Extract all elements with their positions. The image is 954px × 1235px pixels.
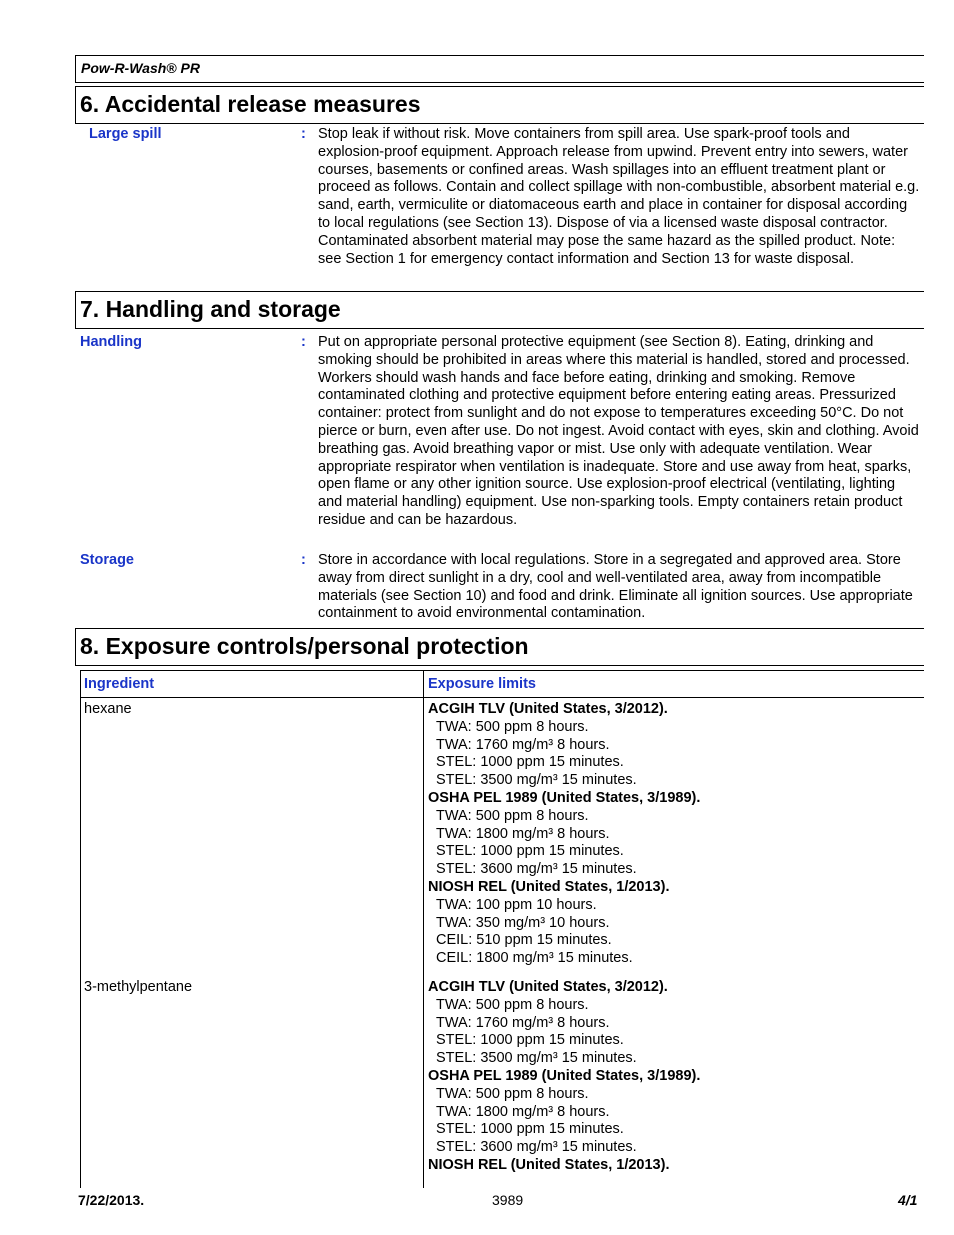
large-spill-text: Stop leak if without risk. Move containers from spill area. Use spark-proof tools and explosion-proof equipment. Approach release from upwind. Prevent entry into sewers, water courses, basements or confined areas. Wash spillages into an effluent treatment plant or proceed as follows. Contain and collect spillage with non-combustible, absorbent material e.g. sand, earth, vermiculite or diatomaceous earth and place in container for disposal according to local regulations (see Section 13). Dispose of via a licensed waste disposal contractor. Contaminated absorbent material may pose the same hazard as the spilled product. Note: see Section 1 for emergency contact information and Section 13 for waste disposal. xyxy=(318,126,920,267)
limit-value: TWA: 100 ppm 10 hours. xyxy=(436,896,597,913)
section-7-header xyxy=(75,291,924,329)
large-spill-label: Large spill xyxy=(89,126,162,142)
column-header-exposure-limits: Exposure limits xyxy=(428,676,536,692)
limit-value: TWA: 500 ppm 8 hours. xyxy=(436,807,589,824)
footer-page-number: 4/1 xyxy=(898,1192,918,1208)
limit-value: CEIL: 1800 mg/m³ 15 minutes. xyxy=(436,950,633,967)
storage-text: Store in accordance with local regulations. Store in a segregated and approved area. Store away from direct sunlight in a dry, cool and well-ventilated area, away from incompatible materials (see Section 10) and food and drink. Eliminate all ignition sources. Use appropriate containment to avoid environmental contamination. xyxy=(318,552,913,622)
limit-value: TWA: 500 ppm 8 hours. xyxy=(436,1085,589,1102)
limit-value: STEL: 3600 mg/m³ 15 minutes. xyxy=(436,861,637,878)
limit-value: TWA: 500 ppm 8 hours. xyxy=(436,996,589,1013)
limit-value: STEL: 3500 mg/m³ 15 minutes. xyxy=(436,772,637,789)
limit-value: STEL: 1000 ppm 15 minutes. xyxy=(436,754,624,771)
section-7-title: 7. Handling and storage xyxy=(80,296,341,322)
limit-source: OSHA PEL 1989 (United States, 3/1989). xyxy=(428,1067,701,1084)
section-8-title: 8. Exposure controls/personal protection xyxy=(80,633,529,659)
storage-colon: : xyxy=(301,552,306,568)
table-header-divider xyxy=(80,697,924,698)
handling-colon: : xyxy=(301,334,306,350)
limit-value: TWA: 1800 mg/m³ 8 hours. xyxy=(436,1103,610,1120)
limit-value: STEL: 3500 mg/m³ 15 minutes. xyxy=(436,1050,637,1067)
limit-value: STEL: 3600 mg/m³ 15 minutes. xyxy=(436,1139,637,1156)
limit-value: TWA: 350 mg/m³ 10 hours. xyxy=(436,914,610,931)
product-header xyxy=(75,55,924,83)
product-name: Pow-R-Wash® PR xyxy=(81,60,200,76)
exposure-limits-cell xyxy=(428,979,918,1175)
exposure-limits-cell xyxy=(428,701,918,968)
handling-label: Handling xyxy=(80,334,143,350)
large-spill-colon: : xyxy=(301,126,306,142)
footer-code: 3989 xyxy=(492,1192,524,1208)
table-column-divider xyxy=(423,670,424,1188)
limit-value: STEL: 1000 ppm 15 minutes. xyxy=(436,1032,624,1049)
handling-text: Put on appropriate personal protective equipment (see Section 8). Eating, drinking and smoking should be prohibited in areas where this material is handled, stored and processed. Workers should wash hands and face before eating, drinking and smoking. Remove contaminated clothing and protective equipment before entering eating areas. Pressurized container: protect from sunlight and do not expose to temperatures exceeding 50°C. Do not pierce or burn, even after use. Do not ingest. Avoid contact with eyes, skin and clothing. Avoid breathing gas. Avoid breathing vapor or mist. Use only with adequate ventilation. Wear appropriate respirator when ventilation is inadequate. Store and use away from heat, sparks, open flame or any other ignition source. Use explosion-proof electrical (ventilating, lighting and material handling) equipment. Use non-sparking tools. Empty containers retain product residue and can be hazardous. xyxy=(318,334,919,528)
limit-source: NIOSH REL (United States, 1/2013). xyxy=(428,878,670,895)
limit-value: TWA: 1760 mg/m³ 8 hours. xyxy=(436,1014,610,1031)
ingredient-name: hexane xyxy=(84,701,132,717)
limit-value: TWA: 1760 mg/m³ 8 hours. xyxy=(436,736,610,753)
section-6-title: 6. Accidental release measures xyxy=(80,91,421,117)
section-8-header xyxy=(75,628,924,666)
limit-source: OSHA PEL 1989 (United States, 3/1989). xyxy=(428,789,701,806)
limit-value: TWA: 1800 mg/m³ 8 hours. xyxy=(436,825,610,842)
section-6-header xyxy=(75,86,924,124)
limit-source: ACGIH TLV (United States, 3/2012). xyxy=(428,979,668,995)
limit-source: NIOSH REL (United States, 1/2013). xyxy=(428,1156,670,1173)
limit-value: CEIL: 510 ppm 15 minutes. xyxy=(436,932,612,949)
limit-value: STEL: 1000 ppm 15 minutes. xyxy=(436,843,624,860)
limit-value: STEL: 1000 ppm 15 minutes. xyxy=(436,1121,624,1138)
storage-label: Storage xyxy=(80,552,134,568)
ingredient-name: 3-methylpentane xyxy=(84,979,193,995)
footer-date: 7/22/2013. xyxy=(78,1192,145,1208)
limit-value: TWA: 500 ppm 8 hours. xyxy=(436,718,589,735)
column-header-ingredient: Ingredient xyxy=(84,676,155,692)
limit-source: ACGIH TLV (United States, 3/2012). xyxy=(428,701,668,717)
